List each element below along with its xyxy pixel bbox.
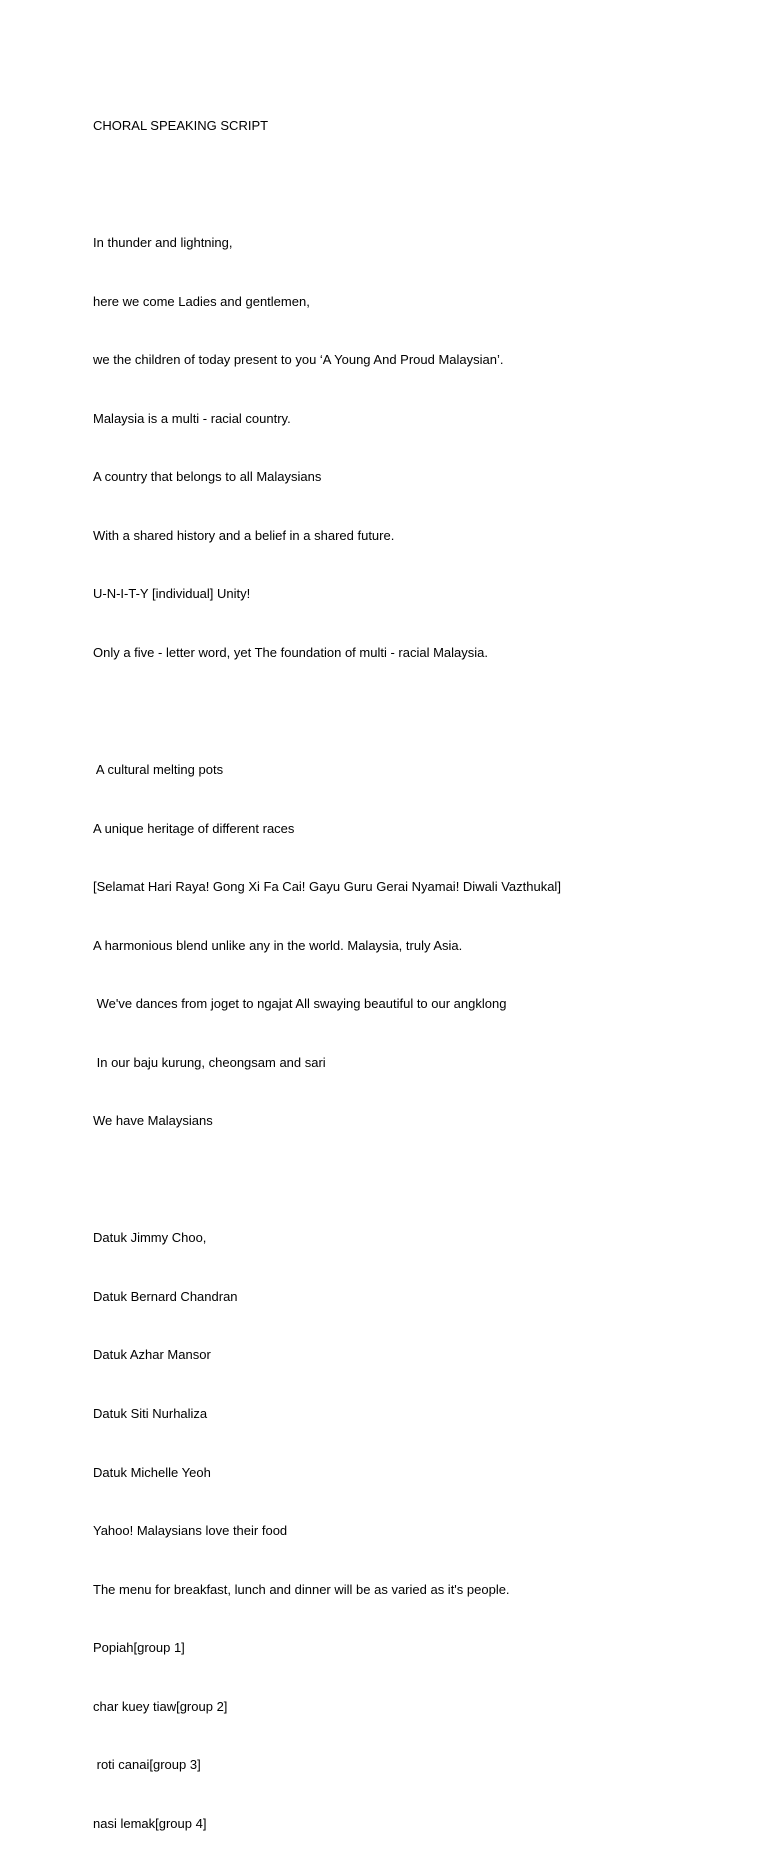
script-line: A country that belongs to all Malaysians bbox=[93, 469, 322, 485]
document-title: CHORAL SPEAKING SCRIPT bbox=[93, 118, 269, 133]
script-body bbox=[93, 87, 733, 1873]
script-line: A harmonious blend unlike any in the world. Malaysia, truly Asia. bbox=[93, 937, 463, 953]
script-line: Datuk Jimmy Choo, bbox=[93, 1230, 207, 1246]
script-line: With a shared history and a belief in a shared future. bbox=[93, 527, 395, 543]
script-line: Datuk Siti Nurhaliza bbox=[93, 1406, 208, 1422]
script-line: Only a five - letter word, yet The foundation of multi - racial Malaysia. bbox=[93, 644, 488, 660]
script-line: Datuk Bernard Chandran bbox=[93, 1288, 238, 1304]
script-line: A cultural melting pots bbox=[93, 762, 224, 778]
script-line: We have Malaysians bbox=[93, 1113, 213, 1129]
script-line: char kuey tiaw[group 2] bbox=[93, 1698, 228, 1714]
script-line: Popiah[group 1] bbox=[93, 1640, 185, 1656]
script-line: here we come Ladies and gentlemen, bbox=[93, 293, 310, 309]
script-line: A unique heritage of different races bbox=[93, 820, 295, 836]
script-line: nasi lemak[group 4] bbox=[93, 1815, 207, 1831]
script-line: Malaysia is a multi - racial country. bbox=[93, 410, 291, 426]
script-line: Yahoo! Malaysians love their food bbox=[93, 1523, 288, 1539]
blank-line bbox=[93, 1171, 733, 1200]
blank-line bbox=[93, 176, 733, 205]
script-line: we the children of today present to you ‘A Young And Proud Malaysian’. bbox=[93, 352, 504, 368]
script-line: U-N-I-T-Y [individual] Unity! bbox=[93, 586, 251, 602]
script-line: [Selamat Hari Raya! Gong Xi Fa Cai! Gayu Guru Gerai Nyamai! Diwali Vazthukal] bbox=[93, 879, 561, 895]
script-line: Datuk Michelle Yeoh bbox=[93, 1464, 211, 1480]
blank-line bbox=[93, 702, 733, 731]
script-line: We've dances from joget to ngajat All swaying beautiful to our angklong bbox=[93, 996, 507, 1012]
script-line: roti canai[group 3] bbox=[93, 1757, 201, 1773]
script-line: In thunder and lightning, bbox=[93, 235, 233, 251]
script-line: In our baju kurung, cheongsam and sari bbox=[93, 1054, 326, 1070]
script-line: Datuk Azhar Mansor bbox=[93, 1347, 211, 1363]
script-line: The menu for breakfast, lunch and dinner will be as varied as it's people. bbox=[93, 1581, 510, 1597]
